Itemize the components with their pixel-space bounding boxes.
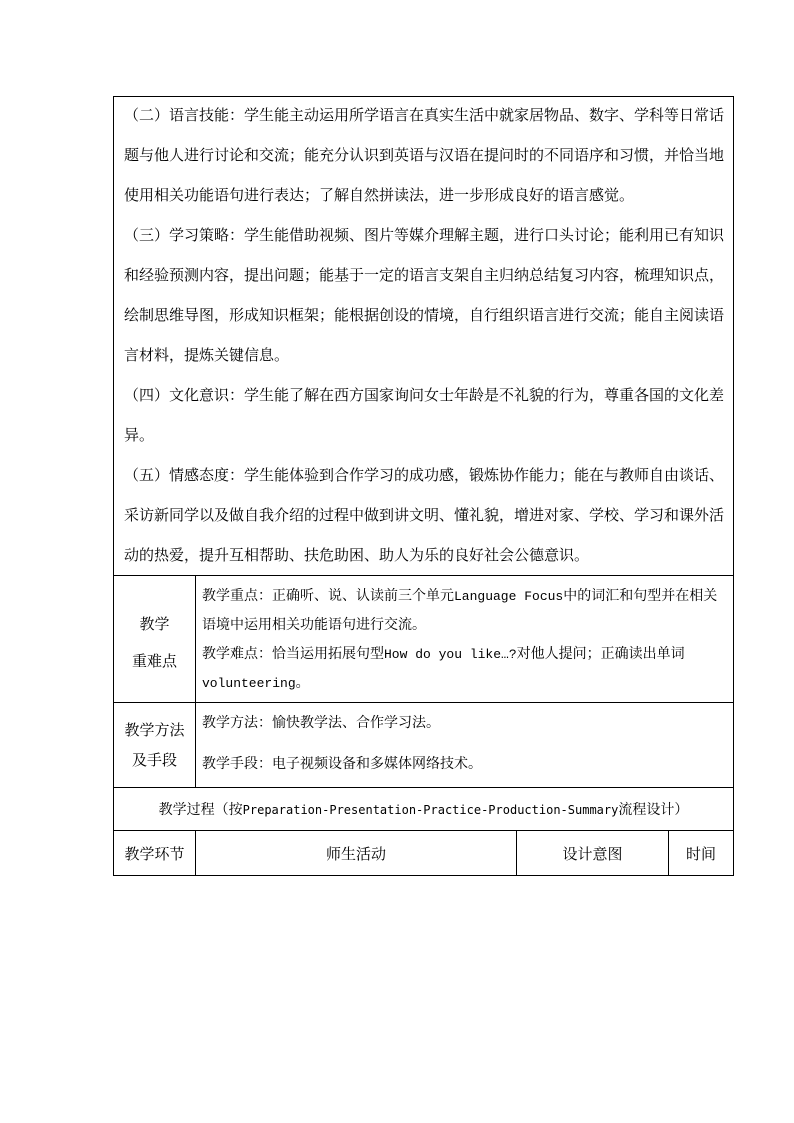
key-points-content bbox=[196, 576, 734, 703]
goal-cultural-awareness: （四）文化意识：学生能了解在西方国家询问女士年龄是不礼貌的行为，尊重各国的文化差异。 bbox=[124, 386, 725, 444]
difficulty-end: 。 bbox=[295, 675, 310, 691]
difficulty-latin: How do you like…? bbox=[384, 647, 517, 662]
methods-row bbox=[114, 703, 734, 788]
process-row bbox=[114, 788, 734, 831]
focus-prefix: 教学重点：正确听、说、认读前三个单元 bbox=[202, 588, 454, 604]
goals-cell bbox=[114, 97, 734, 576]
process-title bbox=[114, 788, 734, 831]
focus-suffix: 中的词汇和句型并在相关语境中运用相关功能语句进行交流。 bbox=[202, 588, 718, 633]
header-intent: 设计意图 bbox=[517, 831, 669, 876]
header-time: 时间 bbox=[669, 831, 734, 876]
goal-language-skills: （二）语言技能：学生能主动运用所学语言在真实生活中就家居物品、数字、学科等日常话题与他人进行讨论和交流；能充分认识到英语与汉语在提问时的不同语序和习惯，并恰当地使用相关功能语句进行表达；了解自然拼读法，进一步形成良好的语言感觉。 bbox=[124, 106, 725, 204]
key-points-row bbox=[114, 576, 734, 703]
difficulty-prefix: 教学难点：恰当运用拓展句型 bbox=[202, 646, 384, 662]
lesson-plan-table bbox=[113, 96, 734, 876]
methods-label bbox=[114, 703, 196, 788]
goal-emotional-attitude: （五）情感态度：学生能体验到合作学习的成功感，锻炼协作能力；能在与教师自由谈话、采访新同学以及做自我介绍的过程中做到讲文明、懂礼貌，增进对家、学校、学习和课外活动的热爱，提升互相帮助、扶危助困、助人为乐的良好社会公德意识。 bbox=[124, 466, 725, 564]
key-points-label-line1: 教学 bbox=[139, 615, 170, 633]
teaching-method: 教学方法：愉快教学法、合作学习法。 bbox=[202, 715, 440, 731]
methods-content bbox=[196, 703, 734, 788]
methods-label-line2: 及手段 bbox=[131, 751, 177, 769]
methods-label-line1: 教学方法 bbox=[124, 721, 185, 739]
header-stage: 教学环节 bbox=[114, 831, 196, 876]
process-prefix: 教学过程（按 bbox=[158, 802, 243, 818]
teaching-difficulty bbox=[202, 640, 727, 698]
header-activity: 师生活动 bbox=[196, 831, 517, 876]
goal-learning-strategies: （三）学习策略：学生能借助视频、图片等媒介理解主题，进行口头讨论；能利用已有知识和经验预测内容，提出问题；能基于一定的语言支架自主归纳总结复习内容，梳理知识点，绘制思维导图，形成知识框架；能根据创设的情境，自行组织语言进行交流；能自主阅读语言材料，提炼关键信息。 bbox=[124, 226, 725, 364]
goals-row bbox=[114, 97, 734, 576]
difficulty-mid: 对他人提问；正确读出单词 bbox=[516, 646, 685, 662]
key-points-label bbox=[114, 576, 196, 703]
process-suffix: 流程设计） bbox=[618, 802, 689, 818]
focus-latin: Language Focus bbox=[454, 589, 564, 604]
process-latin: Preparation-Presentation-Practice-Production-Summary bbox=[242, 803, 619, 817]
difficulty-word: volunteering bbox=[202, 676, 296, 691]
teaching-focus bbox=[202, 582, 727, 640]
header-row bbox=[114, 831, 734, 876]
teaching-means: 教学手段：电子视频设备和多媒体网络技术。 bbox=[202, 756, 482, 772]
key-points-label-line2: 重难点 bbox=[131, 652, 177, 670]
